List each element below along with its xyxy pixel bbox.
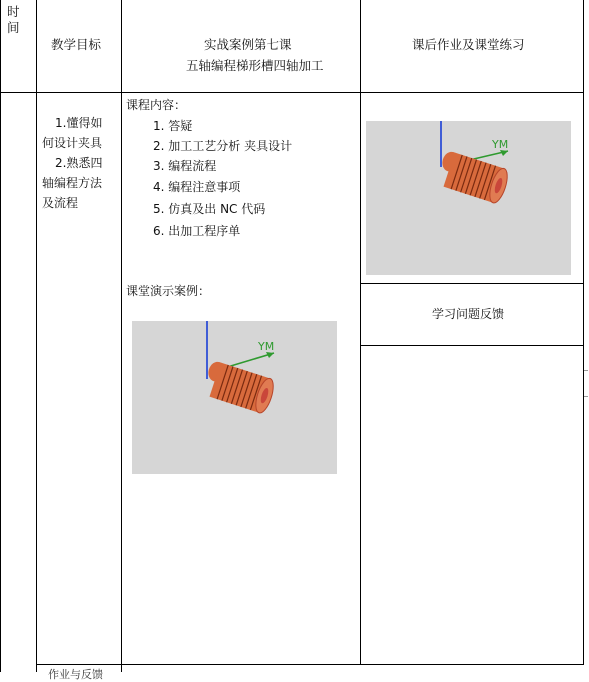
table-left-border (0, 0, 1, 672)
feedback-header: 学习问题反馈 (432, 307, 505, 321)
part-illustration (132, 321, 337, 474)
axis-label: YM (258, 340, 275, 353)
content-list-item: 6. 出加工程序单 (153, 224, 241, 238)
table-bottom (36, 664, 584, 665)
col-divider-3 (360, 0, 361, 664)
homework-header: 课后作业及课堂练习 (412, 37, 525, 52)
part-illustration (366, 121, 571, 275)
goal-line: 2.熟悉四 (55, 156, 103, 170)
header-row-bottom (0, 92, 584, 93)
col-divider-1 (36, 0, 37, 672)
demo-figure (132, 321, 337, 474)
content-list-item: 4. 编程注意事项 (153, 180, 241, 194)
time-header: 时 间 (7, 4, 20, 35)
course-title-line2: 五轴编程梯形槽四轴加工 (186, 58, 324, 73)
course-title-line1: 实战案例第七课 (204, 37, 292, 52)
goal-line: 及流程 (42, 196, 79, 210)
table-right-border (583, 0, 584, 664)
edge-mark (584, 370, 588, 371)
edge-mark (584, 396, 588, 397)
goal-line: 何设计夹具 (42, 136, 103, 150)
content-list-item: 2. 加工工艺分析 夹具设计 (153, 139, 293, 153)
content-list-item: 5. 仿真及出 NC 代码 (153, 202, 266, 216)
col-divider-2 (121, 0, 122, 672)
content-section-title: 课程内容： (126, 98, 187, 112)
demo-section-title: 课堂演示案例： (126, 284, 211, 298)
goal-line: 轴编程方法 (42, 176, 103, 190)
homework-figure (366, 121, 571, 275)
content-list-item: 3. 编程流程 (153, 159, 217, 173)
goal-line: 1.懂得如 (55, 116, 103, 130)
footer-partial-text: 作业与反馈 (48, 668, 103, 681)
content-list-item: 1. 答疑 (153, 119, 193, 133)
feedback-row-bottom (360, 345, 584, 346)
goals-header: 教学目标 (51, 37, 102, 52)
axis-label: YM (492, 138, 509, 151)
right-image-bottom (360, 283, 584, 284)
